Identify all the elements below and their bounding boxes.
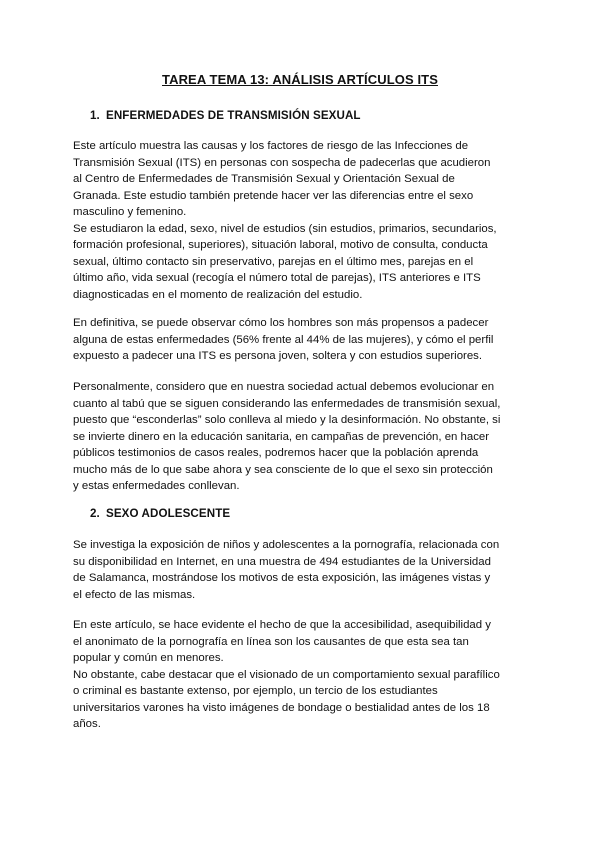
text-line: puesto que “esconderlas” solo conlleva al miedo y la desinformación. No obstante, si (73, 414, 501, 426)
text-line: alguna de estas enfermedades (56% frente al 44% de las mujeres), y cómo el perfil (73, 333, 494, 346)
paragraph (73, 537, 533, 603)
text-line: Granada. Este estudio también pretende hacer ver las diferencias entre el sexo (73, 189, 474, 202)
text-line: Este artículo muestra las causas y los factores de riesgo de las Infecciones de (73, 140, 469, 152)
text-line: cuanto al tabú que se siguen considerando las enfermedades de transmisión sexual, (73, 397, 501, 410)
text-line: masculino y femenino. (73, 206, 187, 218)
paragraph (73, 138, 533, 303)
text-line: expuesto a padecer una ITS es persona joven, soltera y con estudios superiores. (73, 350, 483, 362)
text-line: diagnosticadas en el momento de realización del estudio. (73, 288, 363, 301)
text-line: mucho más de lo que sabe ahora y sea consciente de lo que el sexo sin protección (73, 463, 493, 476)
text-line: públicos testimonios de casos reales, podremos hacer que la población aprenda (73, 447, 479, 459)
section-heading (90, 109, 361, 122)
text-line: En este artículo, se hace evidente el hecho de que la accesibilidad, asequibilidad y (73, 619, 491, 631)
section-number: 2. (90, 507, 100, 520)
text-line: formación profesional, superiores), situación laboral, motivo de consulta, conducta (73, 239, 488, 251)
text-line: o criminal es bastante extenso, por ejemplo, un tercio de los estudiantes (73, 685, 438, 697)
section-heading (90, 507, 230, 520)
text-line: el efecto de las mismas. (73, 588, 196, 601)
text-line: su disponibilidad en Internet, en una muestra de 494 estudiantes de la Universidad (73, 555, 491, 568)
text-line: al Centro de Enfermedades de Transmisión Sexual y Orientación Sexual de (73, 173, 455, 185)
paragraph (73, 315, 533, 365)
text-line: Se estudiaron la edad, sexo, nivel de estudios (sin estudios, primarios, secundarios, (73, 222, 497, 235)
text-line: universitarios varones ha visto imágenes de bondage o bestialidad antes de los 18 (73, 701, 490, 714)
text-line: años. (73, 718, 101, 730)
text-line: popular y común en menores. (73, 652, 224, 664)
text-line: de Salamanca, mostrándose los motivos de esta exposición, las imágenes vistas y (73, 572, 491, 584)
section-title: ENFERMEDADES DE TRANSMISIÓN SEXUAL (106, 109, 361, 122)
paragraph (73, 379, 533, 495)
paragraph (73, 617, 533, 733)
text-line: sexual, último contacto sin preservativo, parejas en el último mes, parejas en el (73, 255, 474, 268)
section-number: 1. (90, 109, 100, 122)
text-line: último año, vida sexual (recogía el número total de parejas), ITS anteriores e ITS (73, 272, 481, 284)
text-line: y estas enfermedades conllevan. (73, 480, 240, 492)
text-line: Transmisión Sexual (ITS) en personas con sospecha de padecerlas que acudieron (73, 156, 491, 169)
text-line: se invierte dinero en la educación sanitaria, en campañas de prevención, en hacer (73, 430, 490, 443)
text-line: No obstante, cabe destacar que el visionado de un comportamiento sexual parafílico (73, 668, 500, 681)
section-title: SEXO ADOLESCENTE (106, 507, 231, 520)
text-line: el anonimato de la pornografía en línea son los causantes de que esta sea tan (73, 635, 469, 648)
document-title: TAREA TEMA 13: ANÁLISIS ARTÍCULOS ITS (162, 72, 438, 87)
text-line: En definitiva, se puede observar cómo los hombres son más propensos a padecer (73, 317, 489, 329)
text-line: Se investiga la exposición de niños y adolescentes a la pornografía, relacionada con (73, 539, 500, 551)
text-line: Personalmente, considero que en nuestra sociedad actual debemos evolucionar en (73, 381, 495, 393)
